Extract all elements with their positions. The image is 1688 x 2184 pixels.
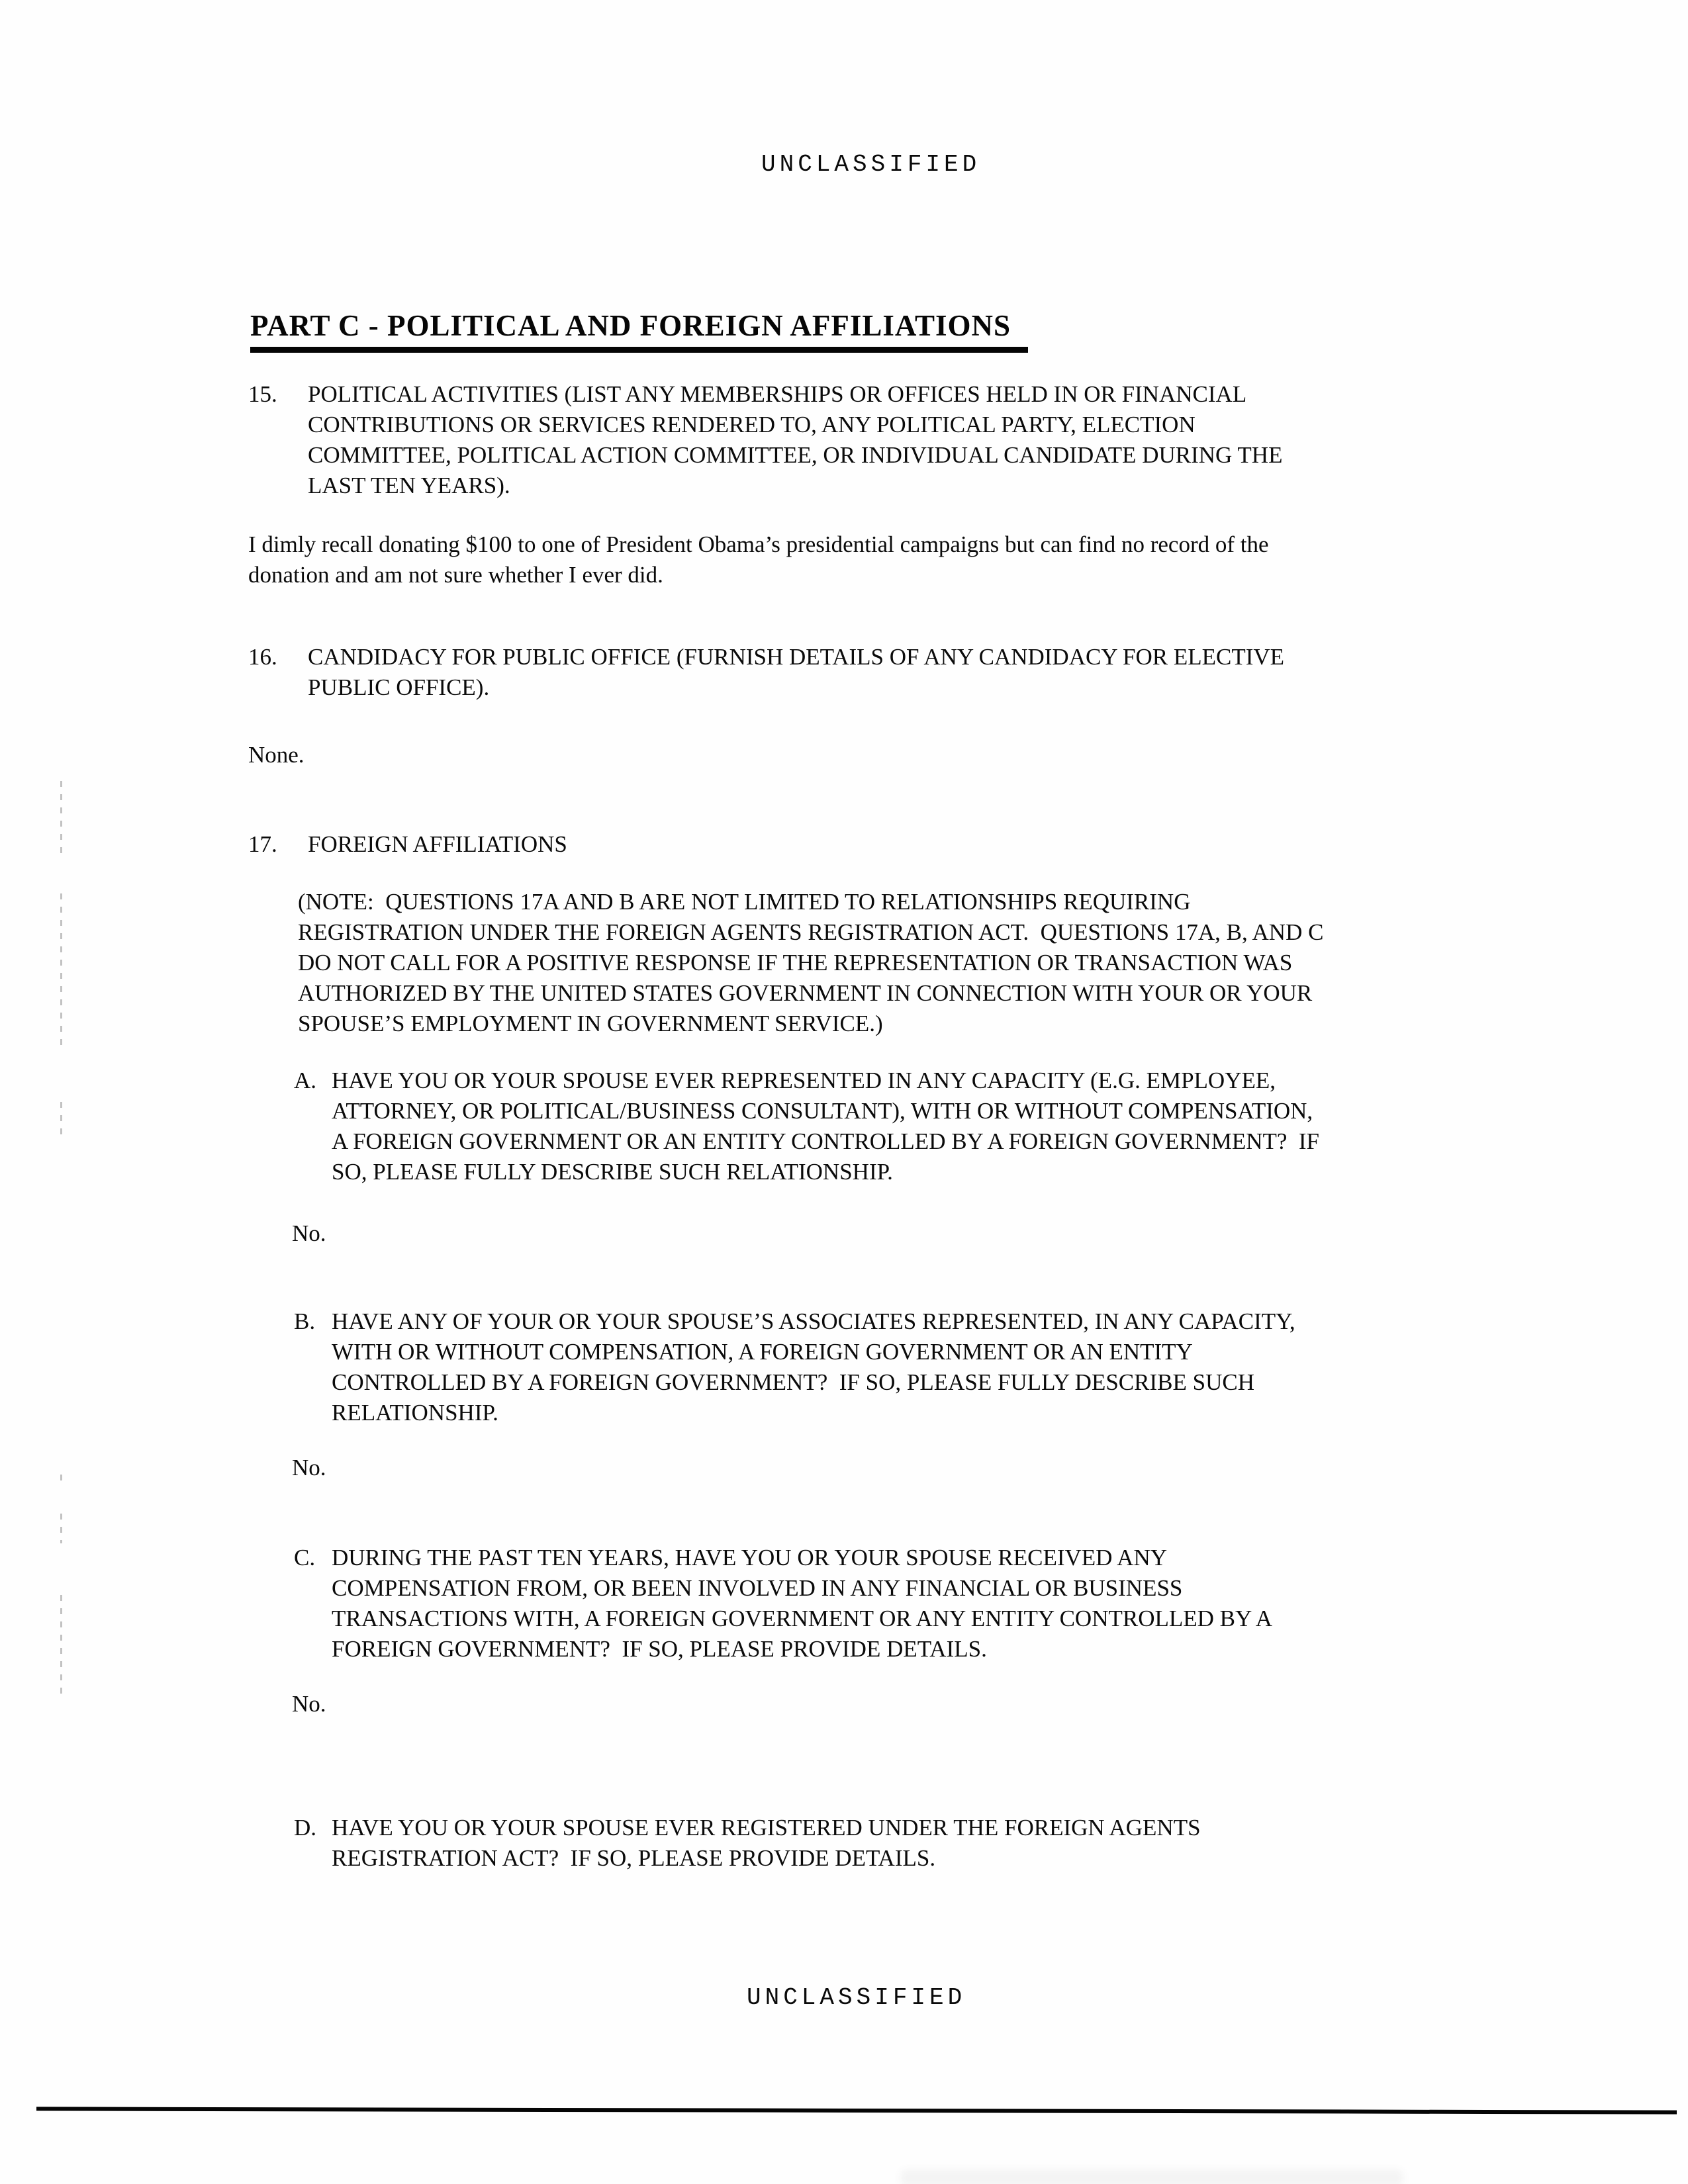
- scan-artifact: [60, 1595, 62, 1694]
- answer-15: I dimly recall donating $100 to one of President Obama’s presidential campaigns but can find no record of the donation and am not sure whether I ever did.: [248, 531, 1269, 588]
- classification-footer: UNCLASSIFIED: [747, 1984, 966, 2011]
- question-17-note: (NOTE: QUESTIONS 17A AND B ARE NOT LIMITED TO RELATIONSHIPS REQUIRING REGISTRATION UNDER THE FOREIGN AGENTS REGISTRATION ACT. QUESTIONS 17A, B, AND C DO NOT CALL FOR A POSITIVE RESPONSE IF THE REPRESENTATION OR TRANSACTION WAS AUTHORIZED BY THE UNITED STATES GOVERNMENT IN CONNECTION WITH YOUR OR YOUR SPOUSE’S EMPLOYMENT IN GOVERNMENT SERVICE.): [298, 889, 1324, 1036]
- question-17d: [294, 1813, 1201, 1874]
- subitem-question: HAVE YOU OR YOUR SPOUSE EVER REGISTERED UNDER THE FOREIGN AGENTS REGISTRATION ACT? IF SO, PLEASE PROVIDE DETAILS.: [332, 1815, 1201, 1871]
- scan-artifact: [60, 1475, 62, 1484]
- question-15: [248, 379, 1282, 501]
- question-number: 15.: [248, 381, 277, 407]
- scan-artifact: [60, 1102, 62, 1138]
- classification-header: UNCLASSIFIED: [761, 151, 981, 178]
- subitem-letter: A.: [294, 1068, 317, 1093]
- page-title: PART C - POLITICAL AND FOREIGN AFFILIATIONS: [250, 308, 1028, 353]
- answer-17c: No.: [292, 1691, 326, 1717]
- subitem-question: HAVE ANY OF YOUR OR YOUR SPOUSE’S ASSOCIATES REPRESENTED, IN ANY CAPACITY, WITH OR WITHOUT COMPENSATION, A FOREIGN GOVERNMENT OR AN ENTITY CONTROLLED BY A FOREIGN GOVERNMENT? IF SO, PLEASE FULLY DESCRIBE SUCH RELATIONSHIP.: [332, 1308, 1295, 1426]
- answer-16: None.: [248, 742, 305, 768]
- question-17: [248, 829, 567, 860]
- question-text: CANDIDACY FOR PUBLIC OFFICE (FURNISH DETAILS OF ANY CANDIDACY FOR ELECTIVE PUBLIC OFFICE).: [308, 644, 1285, 700]
- question-number: 16.: [248, 644, 277, 670]
- question-17c: [294, 1543, 1272, 1664]
- question-text: POLITICAL ACTIVITIES (LIST ANY MEMBERSHIPS OR OFFICES HELD IN OR FINANCIAL CONTRIBUTIONS OR SERVICES RENDERED TO, ANY POLITICAL PARTY, ELECTION COMMITTEE, POLITICAL ACTION COMMITTEE, OR INDIVIDUAL CANDIDATE DURING THE LAST TEN YEARS).: [308, 381, 1283, 498]
- bottom-smudge: [900, 2169, 1403, 2184]
- question-17a: [294, 1066, 1319, 1187]
- question-17b: [294, 1306, 1295, 1428]
- subitem-letter: B.: [294, 1308, 316, 1334]
- answer-17a: No.: [292, 1220, 326, 1246]
- question-text: FOREIGN AFFILIATIONS: [308, 831, 567, 857]
- question-number: 17.: [248, 831, 277, 857]
- subitem-letter: D.: [294, 1815, 317, 1841]
- question-16: [248, 642, 1284, 703]
- subitem-question: HAVE YOU OR YOUR SPOUSE EVER REPRESENTED IN ANY CAPACITY (E.G. EMPLOYEE, ATTORNEY, OR POLITICAL/BUSINESS CONSULTANT), WITH OR WITHOUT COMPENSATION, A FOREIGN GOVERNMENT OR AN ENTITY CONTROLLED BY A FOREIGN GOVERNMENT? IF SO, PLEASE FULLY DESCRIBE SUCH RELATIONSHIP.: [332, 1068, 1320, 1185]
- scan-artifact: [60, 1514, 62, 1543]
- subitem-letter: C.: [294, 1545, 316, 1570]
- scan-artifact: [60, 893, 62, 1052]
- bottom-rule: [36, 2107, 1677, 2114]
- subitem-question: DURING THE PAST TEN YEARS, HAVE YOU OR YOUR SPOUSE RECEIVED ANY COMPENSATION FROM, OR BEEN INVOLVED IN ANY FINANCIAL OR BUSINESS TRANSACTIONS WITH, A FOREIGN GOVERNMENT OR ANY ENTITY CONTROLLED BY A FOREIGN GOVERNMENT? IF SO, PLEASE PROVIDE DETAILS.: [332, 1545, 1273, 1662]
- answer-17b: No.: [292, 1455, 326, 1480]
- scan-artifact: [60, 781, 62, 854]
